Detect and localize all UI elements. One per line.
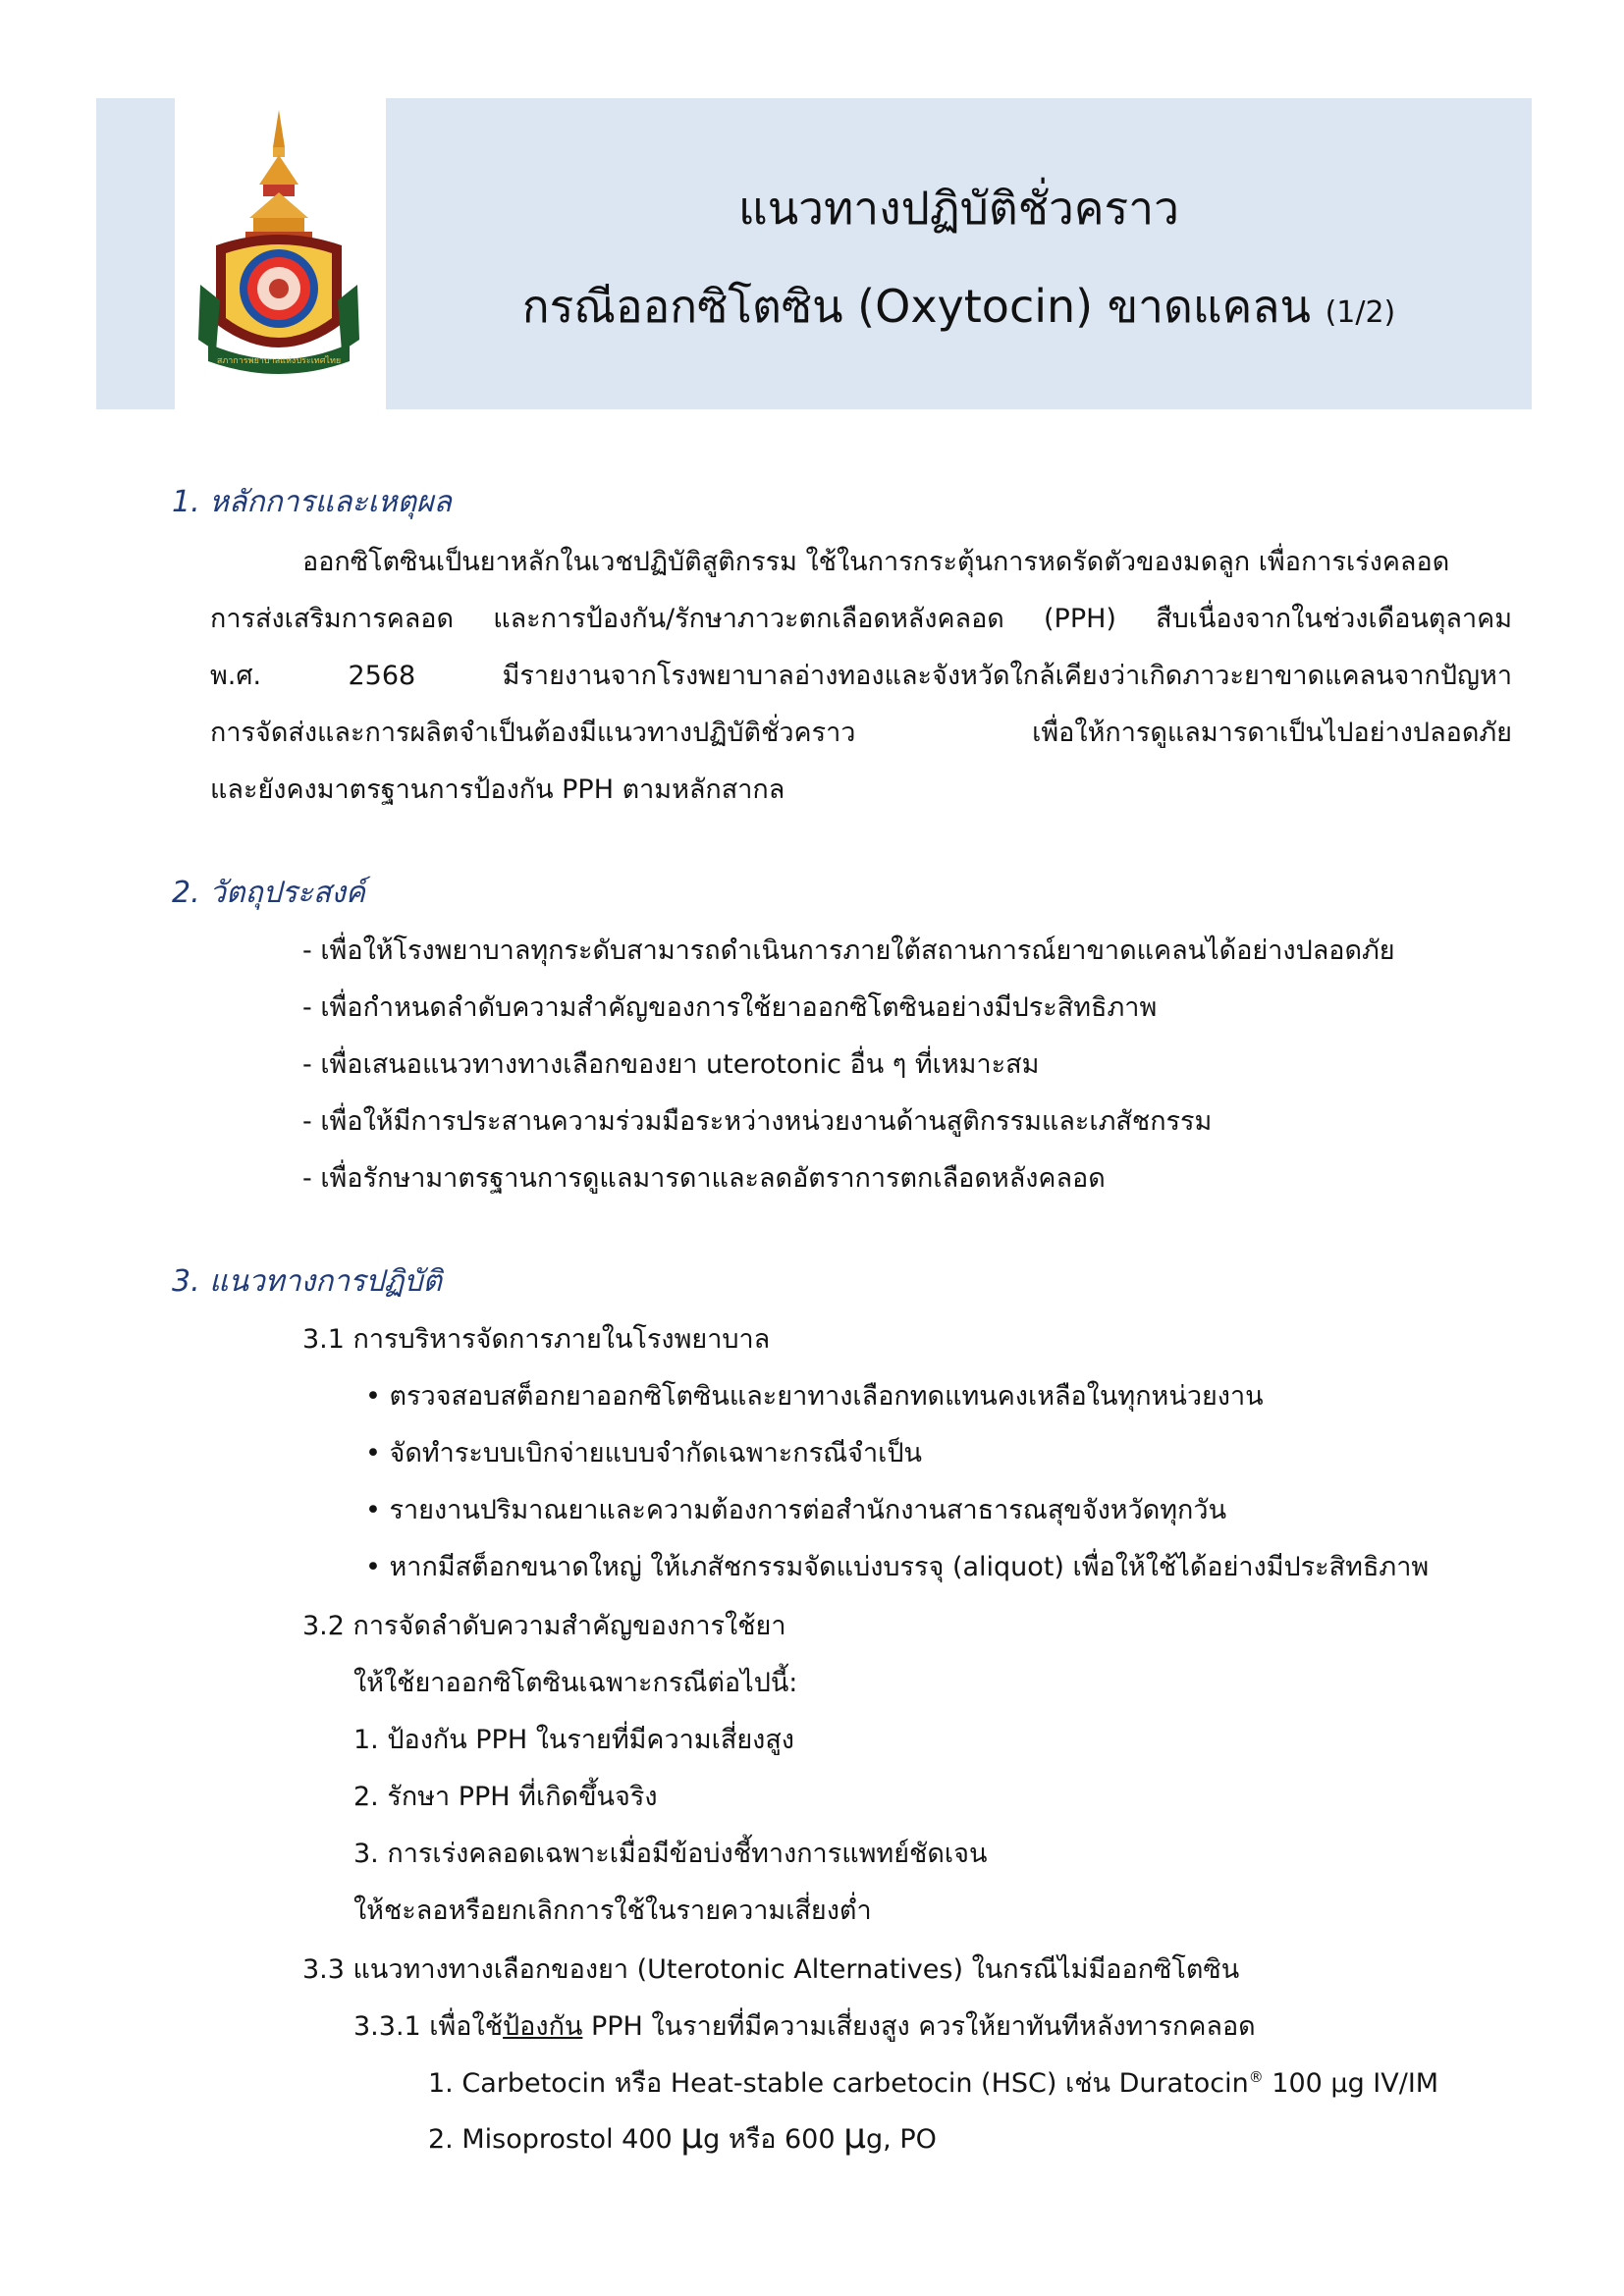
subsection-3-1-title: 3.1 การบริหารจัดการภายในโรงพยาบาล bbox=[302, 1324, 771, 1355]
bullet-item: • ตรวจสอบสต็อกยาออกซิโตซินและยาทางเลือกทดแทนคงเหลือในทุกหน่วยงาน bbox=[365, 1381, 1264, 1412]
priority-item: 3. การเร่งคลอดเฉพาะเมื่อมีข้อบ่งชี้ทางการแพทย์ชัดเจน bbox=[353, 1839, 988, 1869]
section1-heading: 1. หลักการและเหตุผล bbox=[172, 485, 452, 519]
council-emblem-logo bbox=[194, 108, 363, 378]
drug2-part1: 2. Misoprostol 400 bbox=[428, 2124, 681, 2155]
priority-item: 2. รักษา PPH ที่เกิดขึ้นจริง bbox=[353, 1782, 658, 1812]
priority-item: 1. ป้องกัน PPH ในรายที่มีความเสี่ยงสูง bbox=[353, 1725, 794, 1755]
drug1-dose: 100 μg IV/IM bbox=[1263, 2068, 1439, 2099]
page-title-line1: แนวทางปฏิบัติชั่วคราว bbox=[738, 182, 1179, 235]
page-indicator: (1/2) bbox=[1325, 295, 1396, 330]
drug1-text: 1. Carbetocin หรือ Heat-stable carbetocin (HSC) เช่น Duratocin bbox=[428, 2068, 1249, 2099]
logo-banner-text: สภาการพยาบาลแห่งประเทศไทย bbox=[216, 356, 342, 366]
s331-underlined: ป้องกัน bbox=[503, 2011, 583, 2042]
subsection-3-3-title: 3.3 แนวทางทางเลือกของยา (Uterotonic Alternatives) ในกรณีไม่มีออกซิโตซิน bbox=[302, 1954, 1240, 1985]
bullet-item: • รายงานปริมาณยาและความต้องการต่อสำนักงานสาธารณสุขจังหวัดทุกวัน bbox=[365, 1495, 1227, 1525]
registered-mark: ® bbox=[1248, 2068, 1264, 2086]
objective-item: - เพื่อรักษามาตรฐานการดูแลมารดาและลดอัตราการตกเลือดหลังคลอด bbox=[302, 1163, 1106, 1194]
objective-item: - เพื่อให้มีการประสานความร่วมมือระหว่างหน่วยงานด้านสูติกรรมและเภสัชกรรม bbox=[302, 1106, 1213, 1137]
subsection-3-3-1 bbox=[353, 2004, 1256, 2047]
priority-note: ให้ชะลอหรือยกเลิกการใช้ในรายความเสี่ยงต่ำ bbox=[353, 1896, 872, 1926]
page-title bbox=[386, 173, 1532, 244]
mu-symbol: μ bbox=[680, 2116, 704, 2157]
drug2-part2: g หรือ 600 bbox=[703, 2124, 844, 2155]
subsection-3-2-title: 3.2 การจัดลำดับความสำคัญของการใช้ยา bbox=[302, 1611, 786, 1641]
objective-item: - เพื่อกำหนดลำดับความสำคัญของการใช้ยาออกซิโตซินอย่างมีประสิทธิภาพ bbox=[302, 992, 1158, 1023]
objective-item: - เพื่อให้โรงพยาบาลทุกระดับสามารถดำเนินการภายใต้สถานการณ์ยาขาดแคลนได้อย่างปลอดภัย bbox=[302, 935, 1395, 966]
section1-line: และยังคงมาตรฐานการป้องกัน PPH ตามหลักสากล bbox=[210, 774, 785, 805]
alternative-drug-1 bbox=[428, 2061, 1438, 2104]
section1-line: ออกซิโตซินเป็นยาหลักในเวชปฏิบัติสูติกรรม ใช้ในการกระตุ้นการหดรัดตัวของมดลูก เพื่อการเร่งคลอด bbox=[302, 547, 1450, 577]
page-title-line2: กรณีออกซิโตซิน (Oxytocin) ขาดแคลน bbox=[521, 280, 1311, 333]
bullet-item: • หากมีสต็อกขนาดใหญ่ ให้เภสัชกรรมจัดแบ่งบรรจุ (aliquot) เพื่อให้ใช้ได้อย่างมีประสิทธิภาพ bbox=[365, 1552, 1430, 1582]
section1-line: พ.ศ. 2568 มีรายงานจากโรงพยาบาลอ่างทองและจังหวัดใกล้เคียงว่าเกิดภาวะยาขาดแคลนจากปัญหา bbox=[210, 661, 1512, 691]
s331-prefix: 3.3.1 เพื่อใช้ bbox=[353, 2011, 504, 2042]
section1-line: การจัดส่งและการผลิตจำเป็นต้องมีแนวทางปฏิบัติชั่วคราว เพื่อให้การดูแลมารดาเป็นไปอย่างปลอดภัย bbox=[210, 718, 1512, 748]
page-subtitle bbox=[386, 271, 1532, 343]
objective-item: - เพื่อเสนอแนวทางทางเลือกของยา uterotonic อื่น ๆ ที่เหมาะสม bbox=[302, 1049, 1040, 1080]
drug2-part3: g, PO bbox=[866, 2124, 937, 2155]
section1-line: การส่งเสริมการคลอด และการป้องกัน/รักษาภาวะตกเลือดหลังคลอด (PPH) สืบเนื่องจากในช่วงเดือนตุลาคม bbox=[210, 604, 1512, 634]
mu-symbol: μ bbox=[843, 2116, 867, 2157]
bullet-item: • จัดทำระบบเบิกจ่ายแบบจำกัดเฉพาะกรณีจำเป็น bbox=[365, 1438, 922, 1468]
section2-heading: 2. วัตถุประสงค์ bbox=[172, 876, 365, 910]
s331-suffix: PPH ในรายที่มีความเสี่ยงสูง ควรให้ยาทันทีหลังทารกคลอด bbox=[582, 2011, 1256, 2042]
alternative-drug-2 bbox=[428, 2116, 937, 2160]
section3-heading: 3. แนวทางการปฏิบัติ bbox=[172, 1264, 442, 1299]
priority-intro: ให้ใช้ยาออกซิโตซินเฉพาะกรณีต่อไปนี้: bbox=[353, 1668, 798, 1698]
